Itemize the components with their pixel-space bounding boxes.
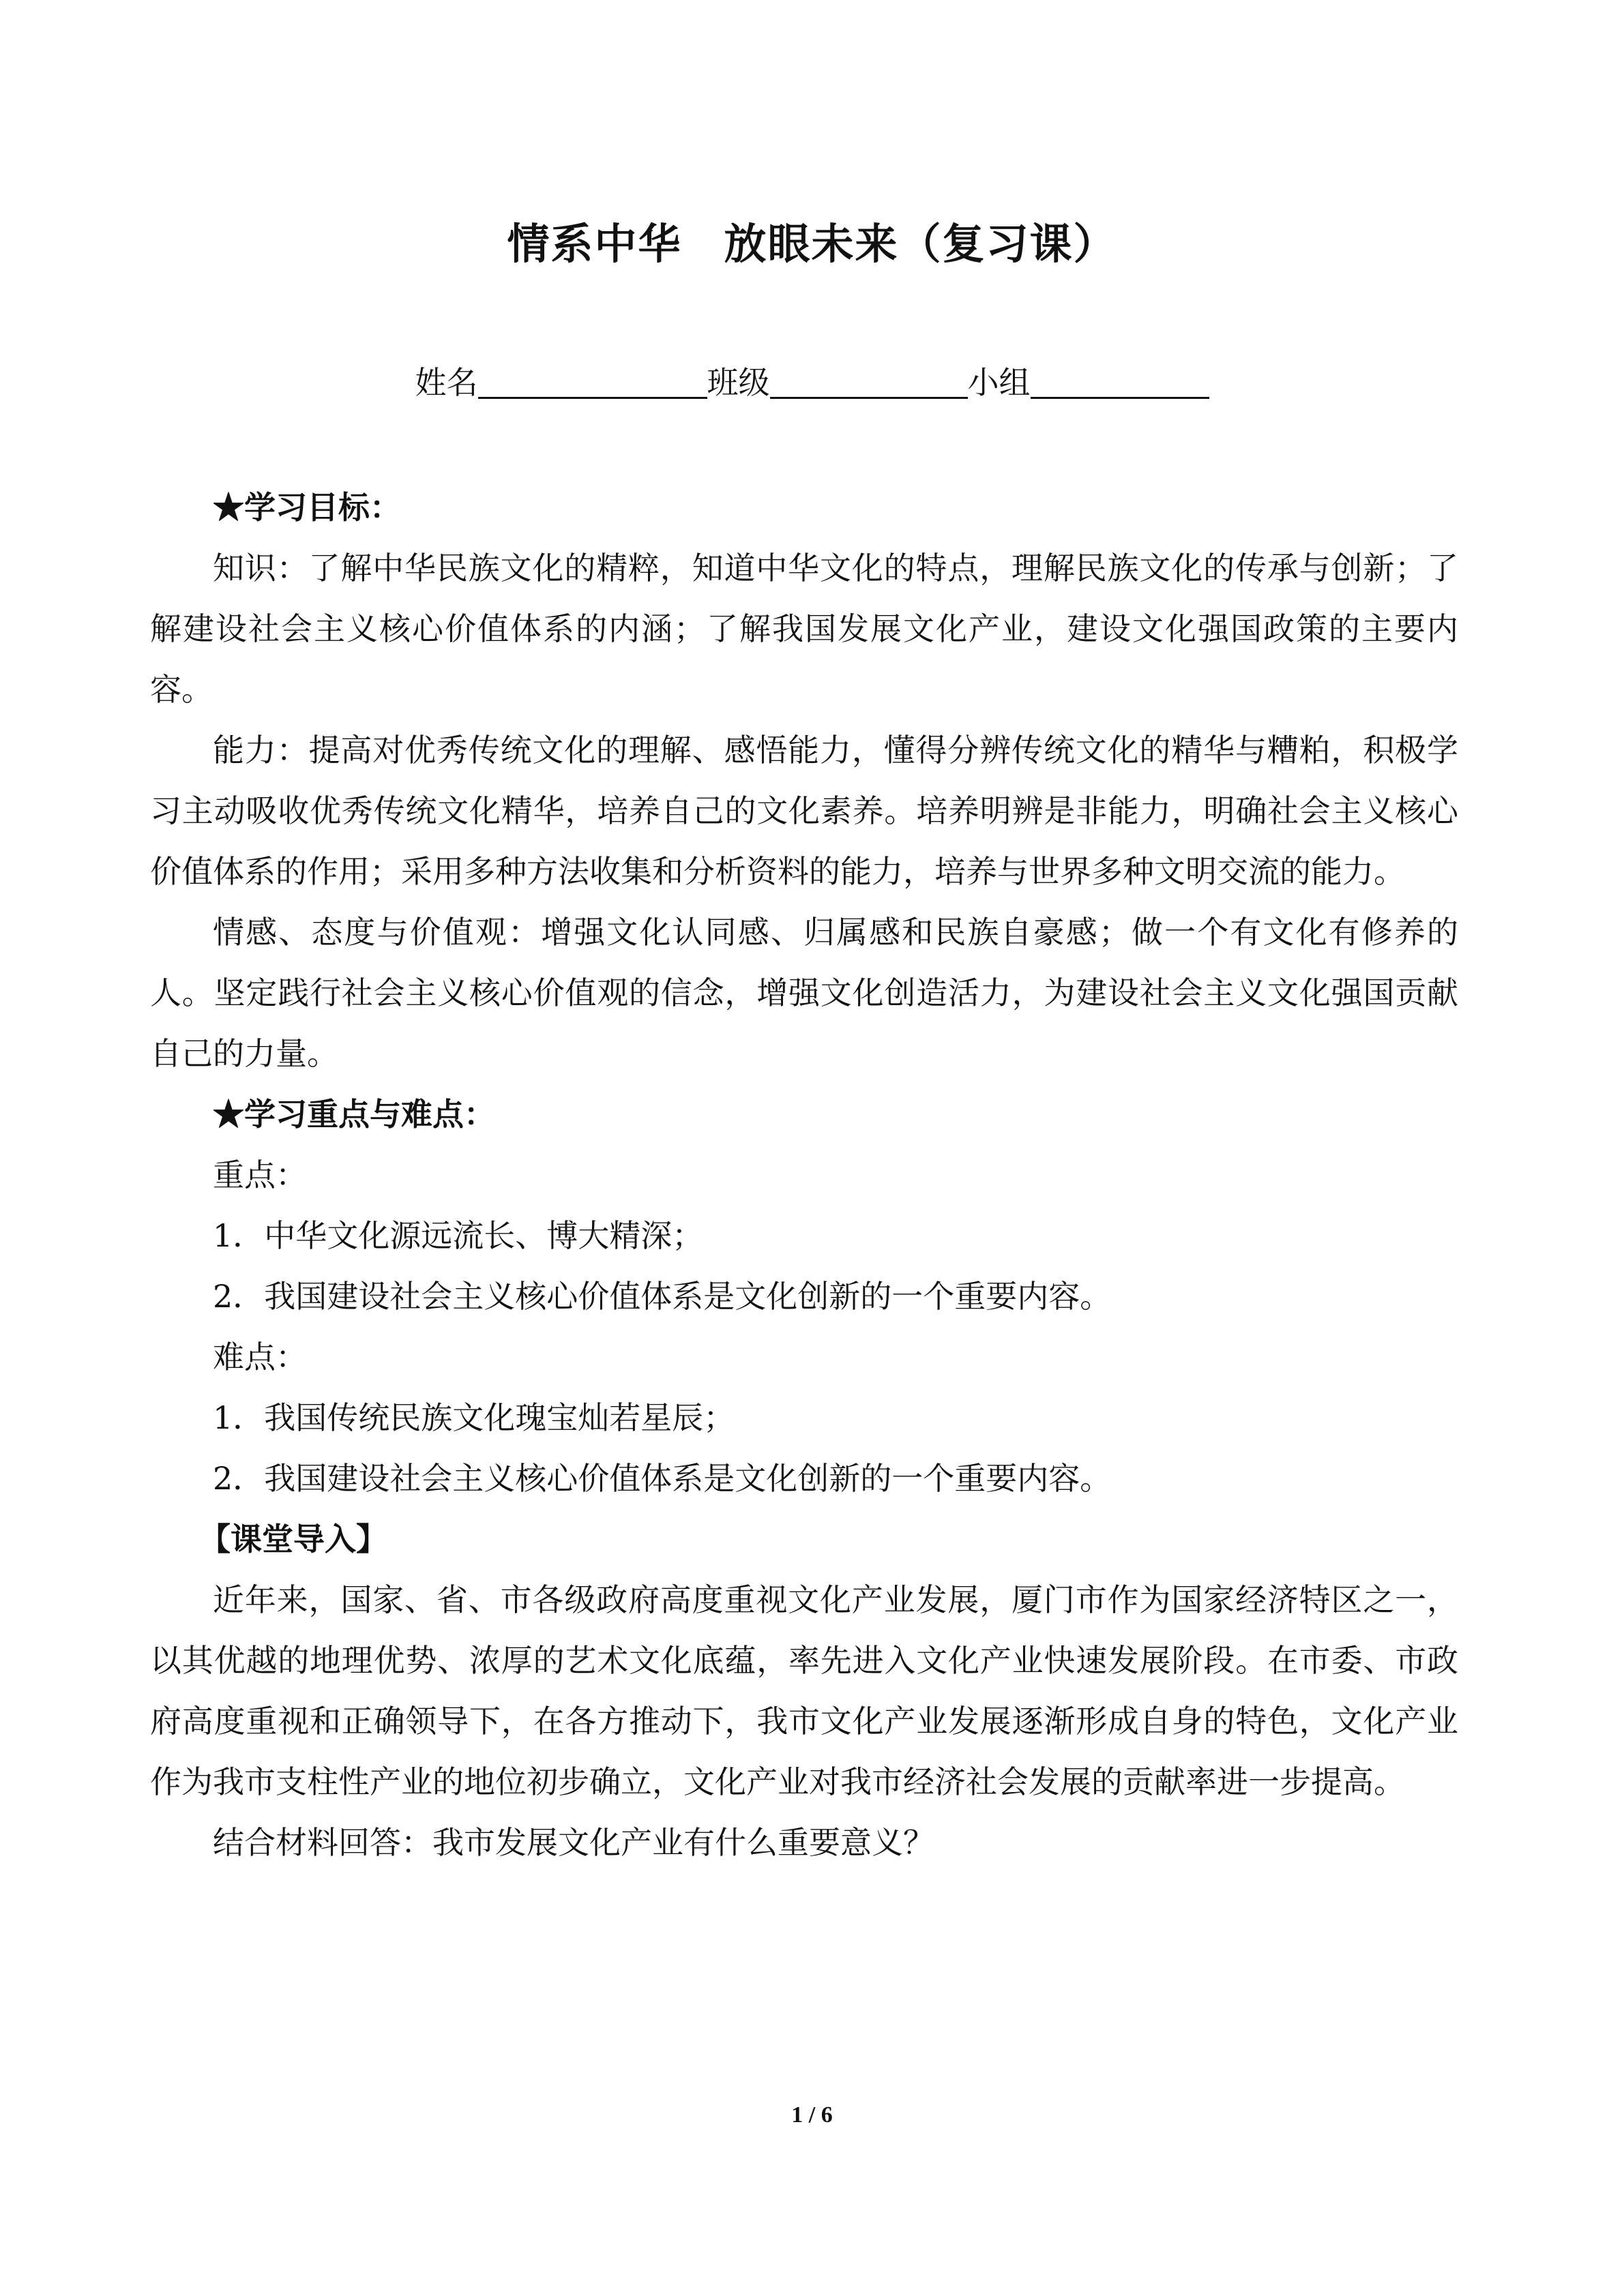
name-label: 姓名 [415, 364, 478, 401]
focus-item: 2．我国建设社会主义核心价值体系是文化创新的一个重要内容。 [213, 1278, 1112, 1315]
name-blank[interactable] [478, 363, 707, 399]
page-number: 1 / 6 [791, 2102, 833, 2128]
group-blank[interactable] [1031, 363, 1209, 399]
objective-emotion: 情感、态度与价值观：增强文化认同感、归属感和民族自豪感；做一个有文化有修养的人。坚定践行社会主义核心价值观的信念，增强文化创造活力，为建设社会主义文化强国贡献自己的力量。 [150, 914, 1458, 1072]
student-info-line [0, 358, 1624, 403]
key-points-heading: ★学习重点与难点： [213, 1096, 495, 1133]
title-part-1: 情系中华 [507, 219, 682, 269]
objectives-heading: ★学习目标： [213, 489, 401, 526]
difficulty-item: 2．我国建设社会主义核心价值体系是文化创新的一个重要内容。 [213, 1460, 1112, 1497]
difficulty-label: 难点： [213, 1339, 307, 1375]
focus-item: 1．中华文化源远流长、博大精深； [213, 1217, 704, 1254]
page-title [0, 210, 1624, 271]
intro-question: 结合材料回答：我市发展文化产业有什么重要意义？ [213, 1824, 934, 1861]
difficulty-item: 1．我国传统民族文化瑰宝灿若星辰； [213, 1399, 735, 1436]
focus-label: 重点： [213, 1157, 307, 1193]
objective-ability: 能力：提高对优秀传统文化的理解、感悟能力，懂得分辨传统文化的精华与糟粕，积极学习主动吸收优秀传统文化精华，培养自己的文化素养。培养明辨是非能力，明确社会主义核心价值体系的作用；采用多种方法收集和分析资料的能力，培养与世界多种文明交流的能力。 [150, 732, 1458, 890]
class-label: 班级 [707, 364, 770, 401]
group-label: 小组 [967, 364, 1031, 401]
title-part-2: 放眼未来（复习课） [724, 219, 1117, 269]
objective-knowledge: 知识：了解中华民族文化的精粹，知道中华文化的特点，理解民族文化的传承与创新；了解建设社会主义核心价值体系的内涵；了解我国发展文化产业，建设文化强国政策的主要内容。 [150, 550, 1458, 708]
document-body [150, 477, 1458, 1873]
intro-paragraph: 近年来，国家、省、市各级政府高度重视文化产业发展，厦门市作为国家经济特区之一，以其优越的地理优势、浓厚的艺术文化底蕴，率先进入文化产业快速发展阶段。在市委、市政府高度重视和正确领导下，在各方推动下，我市文化产业发展逐渐形成自身的特色，文化产业作为我市支柱性产业的地位初步确立，文化产业对我市经济社会发展的贡献率进一步提高。 [150, 1581, 1458, 1800]
class-blank[interactable] [770, 363, 968, 399]
intro-heading: 【课堂导入】 [199, 1521, 387, 1557]
